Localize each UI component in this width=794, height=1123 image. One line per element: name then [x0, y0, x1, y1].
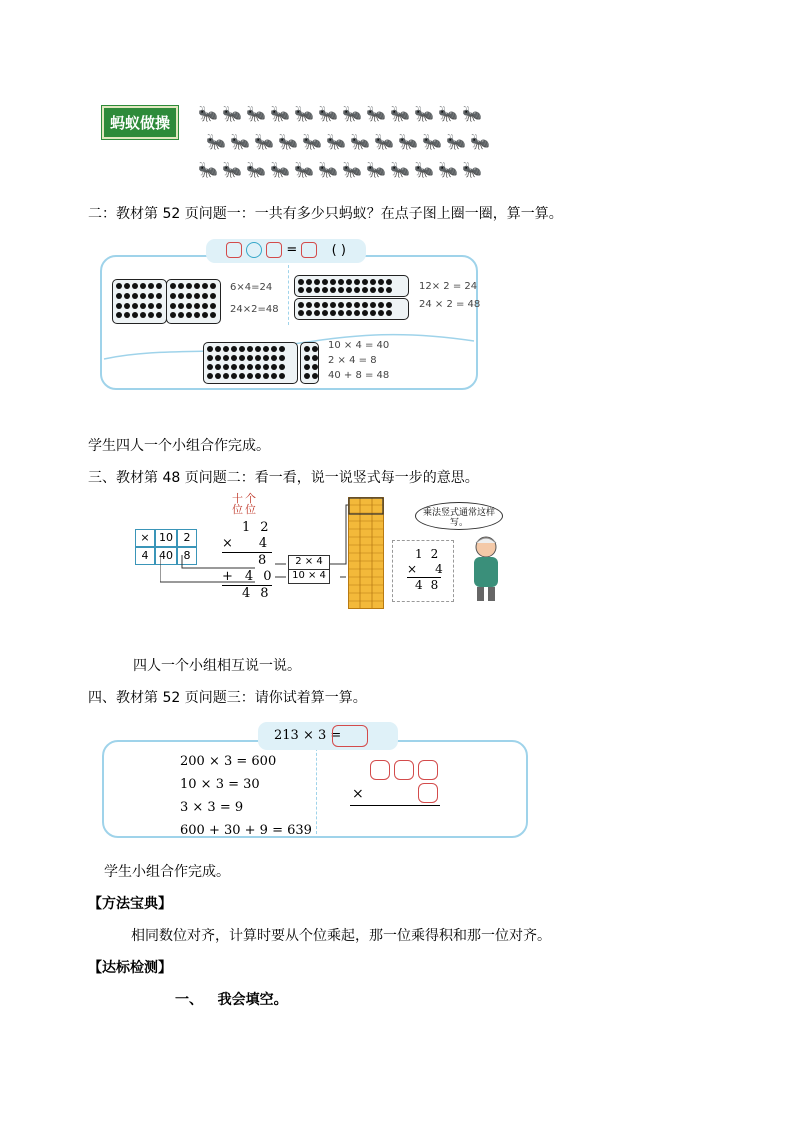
table-cell: × [135, 529, 155, 547]
dot [378, 302, 384, 308]
ant-icon: 🐜 [254, 132, 274, 151]
dot [148, 283, 154, 289]
step-line: 10 × 3 = 30 [180, 777, 260, 792]
dot [239, 355, 245, 361]
dot [330, 279, 336, 285]
ant-icon: 🐜 [318, 160, 338, 179]
dot [263, 355, 269, 361]
ant-grid [198, 104, 498, 194]
ant-icon: 🐜 [206, 132, 226, 151]
dot [247, 355, 253, 361]
dot [156, 293, 162, 299]
dot [202, 293, 208, 299]
dot [148, 293, 154, 299]
dot [140, 312, 146, 318]
ant-icon: 🐜 [350, 132, 370, 151]
ant-icon: 🐜 [198, 160, 218, 179]
dot [207, 364, 213, 370]
dot [330, 302, 336, 308]
dot [298, 302, 304, 308]
dot [210, 283, 216, 289]
dot [231, 364, 237, 370]
digit-box[interactable] [418, 783, 438, 803]
ant-icon: 🐜 [270, 160, 290, 179]
method-title: 【方法宝典】 [88, 896, 172, 912]
dot [178, 293, 184, 299]
ant-icon: 🐜 [446, 132, 466, 151]
dot-row [294, 275, 409, 297]
dot [223, 346, 229, 352]
dot [255, 346, 261, 352]
calc-line: 40 + 8 = 48 [328, 370, 390, 381]
ant-icon: 🐜 [390, 104, 410, 123]
table-cell: 10 [155, 529, 177, 547]
digit-box[interactable] [418, 760, 438, 780]
dot [304, 364, 310, 370]
calc-line: 2 × 4 = 8 [328, 355, 377, 366]
q2-heading: 二：教材第 52 页问题一：一共有多少只蚂蚁？在点子图上圈一圈，算一算。 [88, 206, 563, 222]
dot [370, 287, 376, 293]
dot [247, 346, 253, 352]
q2-note: 学生四人一个小组合作完成。 [88, 438, 270, 454]
dot [263, 373, 269, 379]
dot-row [294, 298, 409, 320]
dot [306, 310, 312, 316]
dot [370, 302, 376, 308]
dot [170, 293, 176, 299]
dot [386, 287, 392, 293]
dot [156, 312, 162, 318]
dot [116, 293, 122, 299]
dot [215, 355, 221, 361]
dot [354, 287, 360, 293]
dot [386, 279, 392, 285]
q4-heading: 四、教材第 52 页问题三：请你试着算一算。 [88, 690, 367, 706]
dot [338, 302, 344, 308]
dot [186, 303, 192, 309]
ant-icon: 🐜 [366, 104, 386, 123]
dot [194, 283, 200, 289]
dot [263, 364, 269, 370]
ant-icon: 🐜 [414, 104, 434, 123]
title-equation: 213 × 3 = [274, 728, 342, 743]
dot [312, 364, 318, 370]
dot [247, 373, 253, 379]
ant-icon: 🐜 [438, 160, 458, 179]
dot [140, 303, 146, 309]
dot [304, 355, 310, 361]
dot [132, 283, 138, 289]
q3-heading: 三、教材第 48 页问题二：看一看，说一说竖式每一步的意思。 [88, 470, 479, 486]
ant-icon: 🐜 [318, 104, 338, 123]
dot [346, 310, 352, 316]
dot [231, 355, 237, 361]
dot [215, 346, 221, 352]
answer-box[interactable] [301, 242, 317, 258]
dot [312, 346, 318, 352]
dot [255, 364, 261, 370]
dot [362, 302, 368, 308]
dot [194, 303, 200, 309]
dot [239, 373, 245, 379]
dot [247, 364, 253, 370]
cube-grid [348, 497, 384, 609]
dot [255, 355, 261, 361]
ant-icon: 🐜 [278, 132, 298, 151]
section-badge: 蚂蚁做操 [102, 106, 178, 139]
dot [207, 346, 213, 352]
ant-icon: 🐜 [422, 132, 442, 151]
ant-icon: 🐜 [398, 132, 418, 151]
dot [279, 364, 285, 370]
ant-icon: 🐜 [222, 104, 242, 123]
dot [362, 287, 368, 293]
dot [306, 287, 312, 293]
dot [178, 312, 184, 318]
calc-line: 10 × 4 = 40 [328, 340, 390, 351]
dot [386, 310, 392, 316]
ant-icon: 🐜 [326, 132, 346, 151]
ant-icon: 🐜 [198, 104, 218, 123]
place-labels: 十 个 位 位 [232, 492, 256, 516]
dot [231, 373, 237, 379]
dot [306, 302, 312, 308]
dot [186, 312, 192, 318]
dot [312, 355, 318, 361]
step-list [180, 750, 312, 842]
dot [298, 279, 304, 285]
dot [322, 302, 328, 308]
dot [354, 279, 360, 285]
ant-icon: 🐜 [414, 160, 434, 179]
dot [279, 355, 285, 361]
dot [178, 283, 184, 289]
dot [346, 302, 352, 308]
dot [132, 303, 138, 309]
dot [304, 373, 310, 379]
method-text: 相同数位对齐，计算时要从个位乘起，那一位乘得积和那一位对齐。 [131, 928, 551, 944]
vertical-divider [316, 748, 317, 834]
dot [314, 287, 320, 293]
dot [124, 303, 130, 309]
calc-line: 6×4=24 [230, 282, 273, 293]
q4-note: 学生小组合作完成。 [104, 864, 230, 880]
calc-line: 12× 2 = 24 [419, 281, 478, 292]
blank-box[interactable] [266, 242, 282, 258]
digit-box[interactable] [370, 760, 390, 780]
ant-icon: 🐜 [270, 104, 290, 123]
speech-bubble: 乘法竖式通常这样写。 [415, 502, 503, 530]
digit-box[interactable] [394, 760, 414, 780]
ant-icon: 🐜 [390, 160, 410, 179]
dot [271, 346, 277, 352]
dot [124, 283, 130, 289]
dot [210, 293, 216, 299]
ant-icon: 🐜 [246, 104, 266, 123]
ant-icon: 🐜 [246, 160, 266, 179]
ant-icon: 🐜 [342, 104, 362, 123]
dot [298, 287, 304, 293]
dot [156, 283, 162, 289]
table-cell: 8 [177, 547, 197, 565]
ant-icon: 🐜 [366, 160, 386, 179]
dot-block [112, 279, 167, 324]
dot [370, 310, 376, 316]
dot [271, 355, 277, 361]
calc-card: 1 2 × 4 4 8 [392, 540, 454, 602]
operator-blank[interactable] [246, 242, 262, 258]
dot [304, 346, 310, 352]
ant-icon: 🐜 [294, 104, 314, 123]
dot [378, 310, 384, 316]
dot [370, 279, 376, 285]
dot [338, 287, 344, 293]
dot [170, 312, 176, 318]
dot-block [203, 342, 298, 384]
q4-panel [102, 740, 528, 838]
dot [231, 346, 237, 352]
dot [223, 373, 229, 379]
dot [116, 283, 122, 289]
dot [354, 302, 360, 308]
dot [194, 293, 200, 299]
ant-icon: 🐜 [302, 132, 322, 151]
calc-line [350, 805, 440, 806]
equation-pill [258, 722, 398, 750]
dot [140, 293, 146, 299]
dot [170, 303, 176, 309]
dot [239, 364, 245, 370]
ant-icon: 🐜 [462, 104, 482, 123]
dot [124, 293, 130, 299]
dot [346, 279, 352, 285]
dot [279, 346, 285, 352]
dot [148, 312, 154, 318]
ant-icon: 🐜 [230, 132, 250, 151]
equation-pill [206, 239, 366, 263]
dot [239, 346, 245, 352]
dot [186, 283, 192, 289]
dot [178, 303, 184, 309]
dot [202, 283, 208, 289]
dot [170, 283, 176, 289]
equals-sign: = [286, 242, 298, 258]
dot [132, 293, 138, 299]
calc-line: 24×2=48 [230, 304, 279, 315]
dot [346, 287, 352, 293]
step-box: 10 × 4 [288, 569, 330, 584]
dot [156, 303, 162, 309]
dot [354, 310, 360, 316]
dot [362, 310, 368, 316]
unit-paren: ( ) [331, 242, 346, 258]
arrow-lines [160, 500, 360, 610]
dot [314, 302, 320, 308]
ant-icon: 🐜 [294, 160, 314, 179]
dot [194, 312, 200, 318]
test-item: 一、 我会填空。 [175, 992, 288, 1008]
dot [124, 312, 130, 318]
dot [378, 287, 384, 293]
step-line: 200 × 3 = 600 [180, 754, 277, 769]
dot [132, 312, 138, 318]
dot-block [300, 342, 319, 384]
dot [330, 287, 336, 293]
answer-box[interactable] [332, 725, 368, 747]
dot [271, 364, 277, 370]
dot [207, 355, 213, 361]
dot [148, 303, 154, 309]
step-line: 600 + 30 + 9 = 639 [180, 823, 312, 838]
dot [210, 312, 216, 318]
test-title: 【达标检测】 [88, 960, 172, 976]
dot [314, 279, 320, 285]
vertical-calc: 1 2 × 4 8 + 4 0 4 8 [222, 520, 272, 601]
dot [306, 279, 312, 285]
dot [279, 373, 285, 379]
dot [322, 310, 328, 316]
dot [298, 310, 304, 316]
dot [362, 279, 368, 285]
ant-icon: 🐜 [470, 132, 490, 151]
dot [186, 293, 192, 299]
dot [338, 310, 344, 316]
dot [116, 312, 122, 318]
multiply-sign: × [352, 786, 364, 802]
vertical-divider [288, 265, 290, 325]
table-cell: 4 [135, 547, 155, 565]
dot [215, 364, 221, 370]
ant-icon: 🐜 [438, 104, 458, 123]
dot [202, 303, 208, 309]
dot [322, 279, 328, 285]
dot [322, 287, 328, 293]
dot [330, 310, 336, 316]
dot-block [166, 279, 221, 324]
dot [223, 355, 229, 361]
dot [215, 373, 221, 379]
dot [202, 312, 208, 318]
dot [378, 279, 384, 285]
dot [338, 279, 344, 285]
dot [140, 283, 146, 289]
ant-icon: 🐜 [342, 160, 362, 179]
dot [207, 373, 213, 379]
dot [223, 364, 229, 370]
table-cell: 40 [155, 547, 177, 565]
dot [255, 373, 261, 379]
dot [116, 303, 122, 309]
dot [210, 303, 216, 309]
dot [314, 310, 320, 316]
dot [263, 346, 269, 352]
blank-box[interactable] [226, 242, 242, 258]
ant-icon: 🐜 [462, 160, 482, 179]
dot [386, 302, 392, 308]
calc-line: 24 × 2 = 48 [419, 299, 481, 310]
step-line: 3 × 3 = 9 [180, 800, 244, 815]
dot [271, 373, 277, 379]
teacher-icon [468, 533, 508, 605]
step-box: 2 × 4 [288, 555, 330, 570]
ant-icon: 🐜 [222, 160, 242, 179]
dot [312, 373, 318, 379]
q3-note: 四人一个小组相互说一说。 [133, 658, 301, 674]
ant-icon: 🐜 [374, 132, 394, 151]
table-cell: 2 [177, 529, 197, 547]
